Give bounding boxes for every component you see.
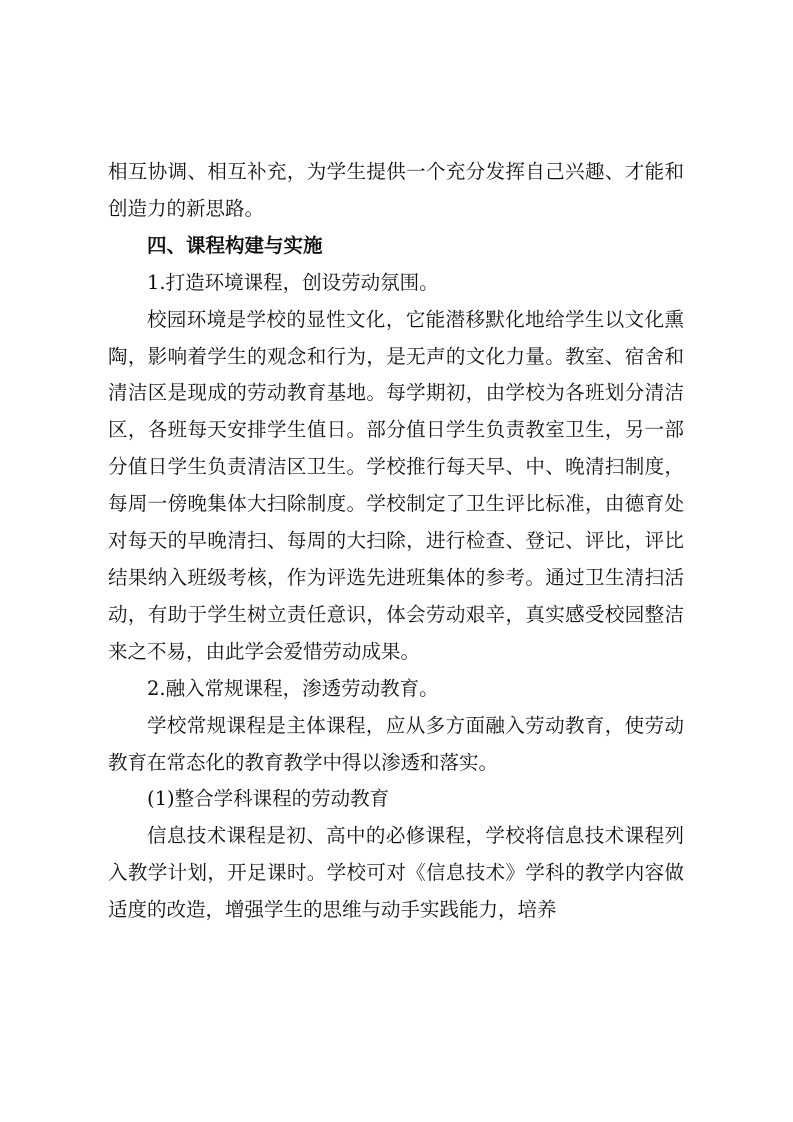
- body-paragraph-it-course: 信息技术课程是初、高中的必修课程，学校将信息技术课程列入教学计划，开足课时。学校可对《信息技术》学科的教学内容做适度的改造，增强学生的思维与动手实践能力，培养: [108, 824, 684, 922]
- body-paragraph-routine: 学校常规课程是主体课程，应从多方面融入劳动教育，使劳动教育在常态化的教育教学中得以渗透和落实。: [108, 713, 684, 774]
- subsection-heading-1: 1.打造环境课程，创设劳动氛围。: [147, 270, 439, 294]
- sub-item-heading-1: (1)整合学科课程的劳动教育: [147, 787, 390, 811]
- continuation-paragraph: 相互协调、相互补充，为学生提供一个充分发挥自己兴趣、才能和创造力的新思路。: [108, 160, 684, 220]
- subsection-heading-2: 2.融入常规课程，渗透劳动教育。: [147, 676, 439, 700]
- section-heading: 四、课程构建与实施: [147, 233, 323, 257]
- body-paragraph-environment: 校园环境是学校的显性文化，它能潜移默化地给学生以文化熏陶，影响着学生的观念和行为，是无声的文化力量。教室、宿舍和清洁区是现成的劳动教育基地。每学期初，由学校为各班划分清洁区，各班每天安排学生值日。部分值日学生负责教室卫生，另一部分值日学生负责清洁区卫生。学校推行每天早、中、晚清扫制度，每周一傍晚集体大扫除制度。学校制定了卫生评比标准，由德育处对每天的早晚清扫、每周的大扫除，进行检查、登记、评比，评比结果纳入班级考核，作为评选先进班集体的参考。通过卫生清扫活动，有助于学生树立责任意识，体会劳动艰辛，真实感受校园整洁来之不易，由此学会爱惜劳动成果。: [108, 307, 684, 663]
- document-body: [108, 154, 684, 929]
